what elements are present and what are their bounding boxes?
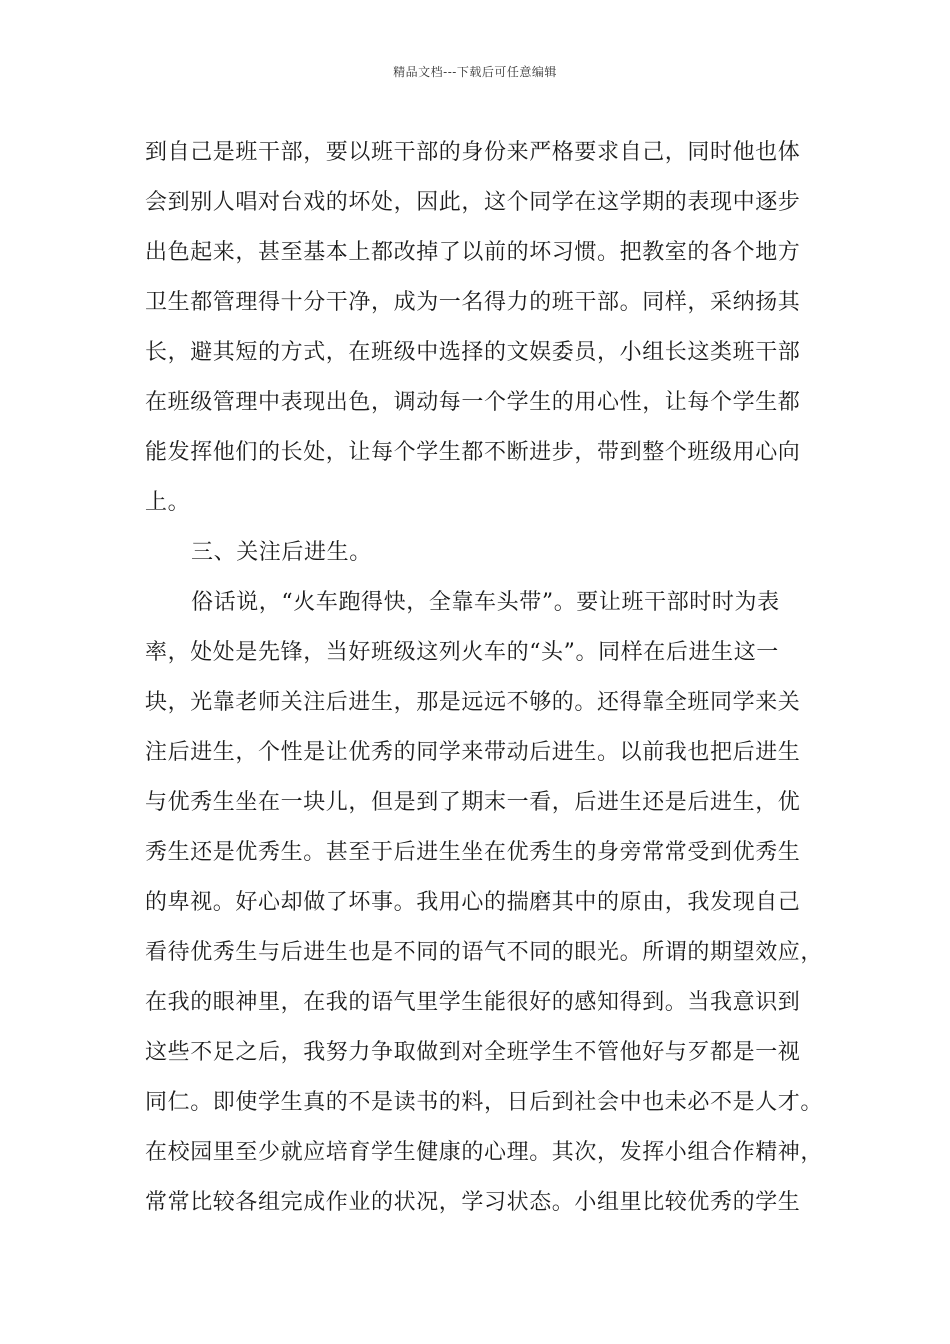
text-line: 秀生还是优秀生。甚至于后进生坐在优秀生的身旁常常受到优秀生 [145,840,801,865]
text-line: 块，光靠老师关注后进生，那是远远不够的。还得靠全班同学来关 [145,690,801,715]
text-line: 在班级管理中表现出色，调动每一个学生的用心性，让每个学生都 [145,390,801,415]
section-heading: 三、关注后进生。 [191,540,372,565]
document-body [145,128,824,1228]
text-line: 出色起来，甚至基本上都改掉了以前的坏习惯。把教室的各个地方 [145,240,801,265]
text-line: 俗话说，“火车跑得快，全靠车头带”。要让班干部时时为表 [191,590,780,615]
text-line: 会到别人唱对台戏的坏处，因此，这个同学在这学期的表现中逐步 [145,190,801,215]
text-line: 注后进生，个性是让优秀的同学来带动后进生。以前我也把后进生 [145,740,801,765]
text-line: 上。 [145,490,191,515]
text-line: 率，处处是先锋，当好班级这列火车的“头”。同样在后进生这一 [145,640,779,665]
text-line: 看待优秀生与后进生也是不同的语气不同的眼光。所谓的期望效应， [145,940,824,965]
page-header: 精品文档---下载后可任意编辑 [393,65,557,79]
text-line: 这些不足之后，我努力争取做到对全班学生不管他好与歹都是一视 [145,1040,801,1065]
text-line: 在校园里至少就应培育学生健康的心理。其次，发挥小组合作精神， [145,1140,824,1165]
text-line: 卫生都管理得十分干净，成为一名得力的班干部。同样，采纳扬其 [145,290,801,315]
text-line: 在我的眼神里，在我的语气里学生能很好的感知得到。当我意识到 [145,990,801,1015]
text-line: 同仁。即使学生真的不是读书的料，日后到社会中也未必不是人才。 [145,1090,824,1115]
text-line: 能发挥他们的长处，让每个学生都不断进步，带到整个班级用心向 [145,440,801,465]
text-line: 与优秀生坐在一块儿，但是到了期末一看，后进生还是后进生，优 [145,790,801,815]
text-line: 到自己是班干部，要以班干部的身份来严格要求自己，同时他也体 [145,140,801,165]
text-line: 常常比较各组完成作业的状况，学习状态。小组里比较优秀的学生 [145,1190,801,1215]
text-line: 长，避其短的方式，在班级中选择的文娱委员，小组长这类班干部 [145,340,801,365]
text-line: 的卑视。好心却做了坏事。我用心的揣磨其中的原由，我发现自己 [145,890,801,915]
